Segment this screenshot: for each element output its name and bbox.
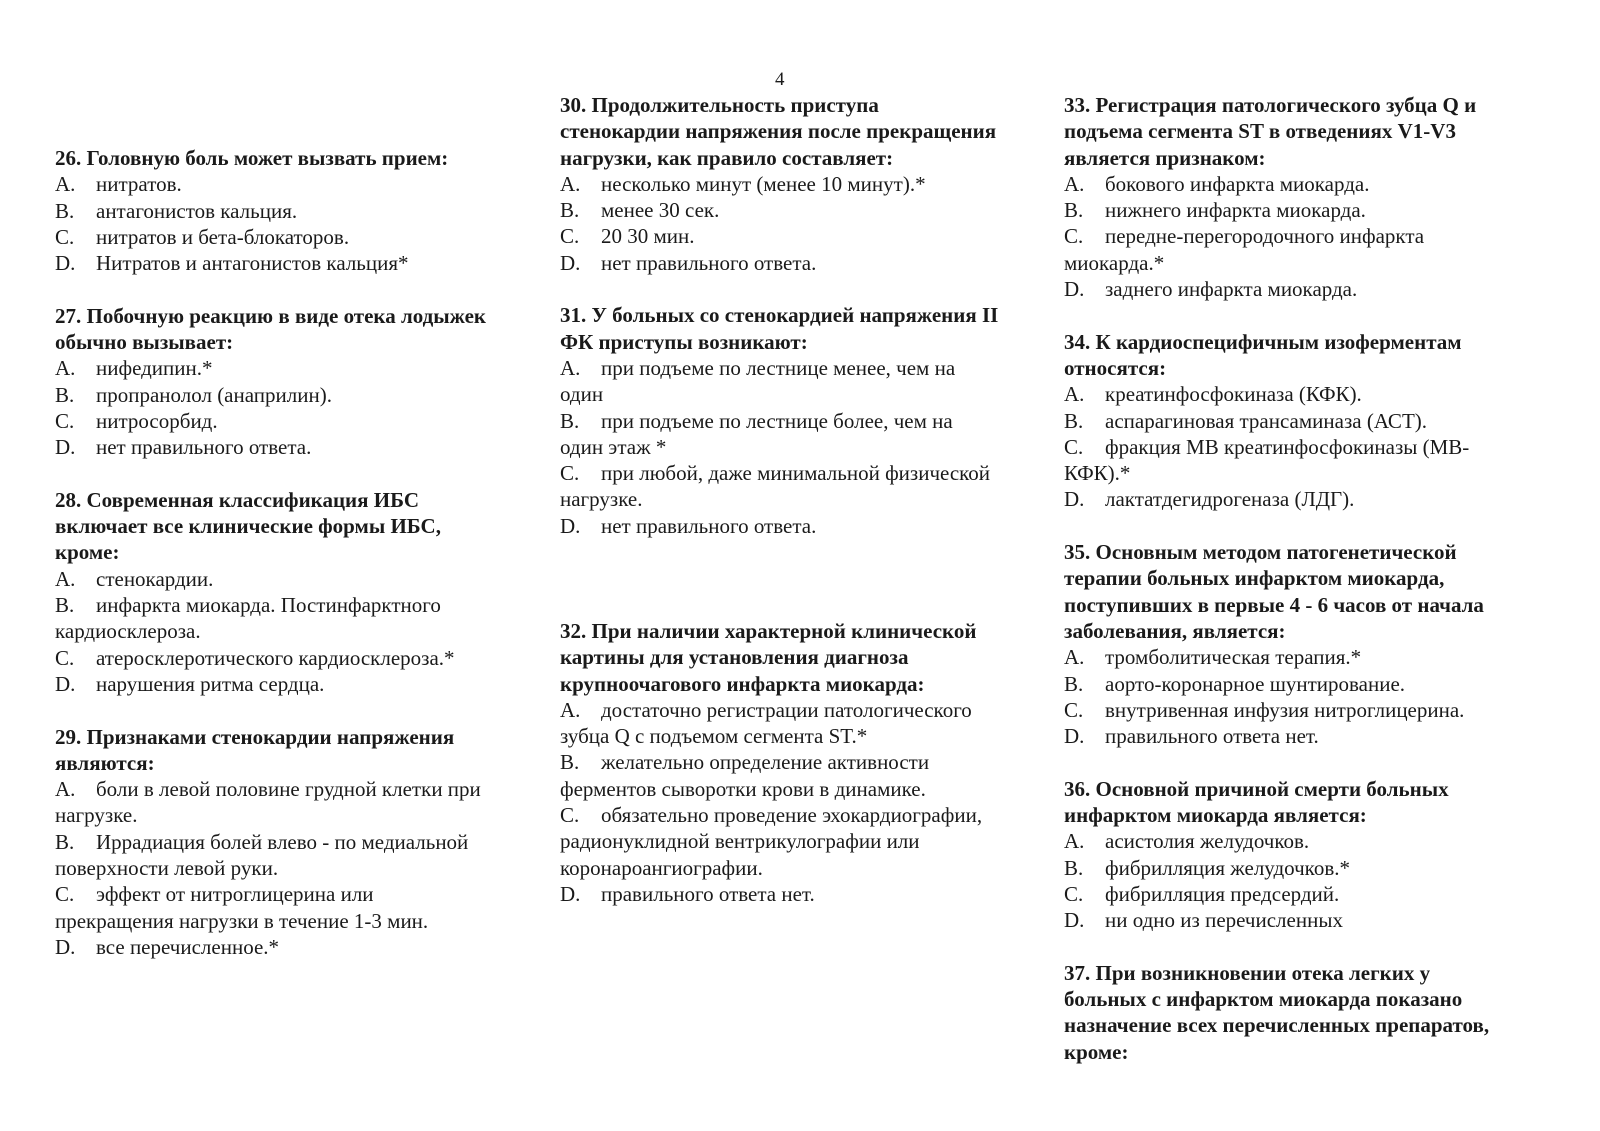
question-body: Основной причиной смерти больных инфарктом миокарда является: [1064,776,1449,828]
option-text: желательно определение активности ферментов сыворотки крови в динамике. [560,750,930,801]
option-letter: B. [560,198,580,223]
question-text [1064,92,1514,171]
answer-option [1064,434,1514,487]
question-number: 33. [1064,93,1091,117]
option-letter: A. [560,697,581,722]
option-letter: A. [55,172,76,197]
option-text: при подъеме по лестнице более, чем на один этаж * [560,408,953,459]
answer-option [55,671,495,697]
option-letter: B. [1064,198,1084,223]
option-letter: D. [55,435,76,460]
option-letter: C. [1064,224,1084,249]
option-text: аспарагиновая трансаминаза (АСТ). [1105,408,1428,433]
answer-option [55,881,495,934]
option-letter: B. [560,750,580,775]
question-block [560,92,1000,276]
answer-option [560,749,1000,802]
question-number: 27. [55,303,82,328]
option-letter: C. [560,803,580,828]
question-block [560,618,1000,907]
option-letter: D. [55,934,76,959]
option-text: инфаркта миокарда. Постинфарктного кардиосклероза. [55,593,441,644]
option-letter: B. [1064,855,1084,880]
answer-option [1064,486,1514,512]
answer-option [560,197,1000,223]
answer-option [560,881,1000,907]
option-letter: D. [560,513,581,538]
option-text: менее 30 сек. [601,198,720,223]
option-text: заднего инфаркта миокарда. [1105,277,1358,302]
question-number: 26. [55,146,82,170]
option-text: нет правильного ответа. [96,435,312,460]
answer-option [1064,276,1514,302]
answer-option [1064,855,1514,881]
option-letter: B. [55,382,75,407]
answer-option [55,408,495,434]
option-text: достаточно регистрации патологического зубца Q с подъемом сегмента ST.* [560,697,972,749]
option-letter: B. [55,198,75,223]
option-letter: B. [55,829,75,854]
question-body: Побочную реакцию в виде отека лодыжек обычно вызывает: [55,303,487,355]
question-text [1064,539,1514,644]
answer-option [55,829,495,882]
question-block [1064,539,1514,749]
question-text [560,92,1000,171]
option-text: атеросклеротического кардиосклероза.* [96,645,455,670]
option-letter: A. [1064,829,1085,854]
answer-option [560,513,1000,539]
answer-option [560,171,1000,197]
answer-option [560,802,1000,881]
question-block [1064,92,1514,302]
question-block [560,302,1000,539]
option-text: нижнего инфаркта миокарда. [1105,198,1366,223]
option-text: передне-перегородочного инфаркта миокарда.* [1064,224,1425,275]
answer-option [560,460,1000,513]
option-letter: B. [55,593,75,618]
question-text [55,145,495,171]
option-letter: A. [1064,171,1085,196]
question-block [55,303,495,461]
column-2 [560,92,1000,934]
option-text: креатинфосфокиназа (КФК). [1105,382,1362,407]
option-text: пропранолол (анаприлин). [96,382,332,407]
option-text: нитратов и бета-блокаторов. [96,224,350,249]
option-text: фибрилляция желудочков.* [1105,855,1350,880]
question-block [1064,329,1514,513]
option-letter: C. [55,882,75,907]
answer-option [560,250,1000,276]
answer-option [55,776,495,829]
question-body: Головную боль может вызвать прием: [81,146,449,170]
option-letter: A. [55,566,76,591]
answer-option [1064,697,1514,723]
option-letter: D. [560,881,581,906]
option-letter: C. [560,224,580,249]
option-text: нифедипин.* [96,356,213,381]
option-text: фракция MB креатинфосфокиназы (МВ-КФК).* [1064,434,1470,486]
spacer [560,565,1000,618]
question-number: 29. [55,724,82,749]
option-text: внутривенная инфузия нитроглицерина. [1105,697,1465,722]
question-text [55,303,495,356]
option-text: Иррадиация болей влево - по медиальной поверхности левой руки. [55,829,469,881]
question-number: 28. [55,487,82,512]
option-text: тромболитическая терапия.* [1105,645,1362,670]
option-text: ни одно из перечисленных [1105,908,1343,933]
option-text: аорто-коронарное шунтирование. [1105,671,1406,696]
option-text: стенокардии. [96,566,214,591]
question-text [55,487,495,566]
answer-option [55,592,495,645]
option-letter: C. [55,224,75,249]
option-text: нитратов. [96,172,182,197]
question-block [55,145,495,276]
option-text: лактатдегидрогеназа (ЛДГ). [1105,487,1355,512]
question-body: При наличии характерной клинической картины для установления диагноза крупноочагового инфаркта миокарда: [560,618,977,696]
option-letter: D. [1064,908,1085,933]
question-text [1064,776,1514,829]
option-text: при любой, даже минимальной физической нагрузке. [560,461,991,512]
page-number: 4 [775,69,785,90]
option-letter: B. [1064,408,1084,433]
option-letter: A. [560,355,581,380]
question-block [55,724,495,961]
answer-option [1064,408,1514,434]
answer-option [1064,671,1514,697]
question-body: При возникновении отека легких у больных с инфарктом миокарда показано назначение всех перечисленных препаратов, кроме: [1064,960,1490,1064]
answer-option [560,697,1000,750]
question-text [55,724,495,777]
question-body: Регистрация патологического зубца Q и подъема сегмента ST в отведениях V1-V3 является признаком: [1064,93,1477,170]
question-text [1064,960,1514,1065]
option-letter: D. [560,250,581,275]
option-text: Нитратов и антагонистов кальция* [96,251,409,276]
answer-option [1064,828,1514,854]
question-text [560,302,1000,355]
option-letter: A. [1064,382,1085,407]
answer-option [55,566,495,592]
option-letter: D. [1064,724,1085,749]
question-body: Основным методом патогенетической терапии больных инфарктом миокарда, поступивших в первые 4 - 6 часов от начала заболевания, является: [1064,540,1484,643]
answer-option [1064,223,1514,276]
option-text: все перечисленное.* [96,934,280,959]
question-number: 30. [560,93,587,117]
answer-option [55,934,495,960]
option-letter: D. [1064,277,1085,302]
answer-option [1064,644,1514,670]
option-letter: A. [560,171,581,196]
question-body: Современная классификация ИБС включает все клинические формы ИБС, кроме: [55,487,441,565]
question-body: Продолжительность приступа стенокардии напряжения после прекращения нагрузки, как правило составляет: [560,93,997,170]
option-text: нитросорбид. [96,408,218,433]
answer-option [1064,381,1514,407]
question-number: 32. [560,618,587,643]
answer-option [1064,723,1514,749]
answer-option [55,224,495,250]
answer-option [560,223,1000,249]
question-number: 35. [1064,540,1091,565]
answer-option [55,382,495,408]
option-text: бокового инфаркта миокарда. [1105,171,1370,196]
option-letter: C. [55,645,75,670]
answer-option [1064,881,1514,907]
question-block [1064,776,1514,934]
answer-option [55,355,495,381]
answer-option [1064,171,1514,197]
answer-option [55,645,495,671]
question-text [560,618,1000,697]
option-letter: A. [55,777,76,802]
option-letter: C. [1064,881,1084,906]
question-number: 37. [1064,960,1091,985]
option-letter: C. [55,408,75,433]
column-3 [1064,92,1514,1091]
option-text: нет правильного ответа. [601,250,817,275]
option-letter: D. [1064,487,1085,512]
question-text [1064,329,1514,382]
question-number: 31. [560,303,587,328]
option-text: правильного ответа нет. [601,881,815,906]
option-text: фибрилляция предсердий. [1105,881,1340,906]
question-body: Признаками стенокардии напряжения являются: [55,724,455,775]
answer-option [1064,197,1514,223]
option-text: 20 30 мин. [601,224,695,249]
option-letter: D. [55,251,76,276]
option-text: обязательно проведение эхокардиографии, радионуклидной вентрикулографии или коронароангиографии. [560,803,983,880]
option-letter: C. [1064,434,1084,459]
answer-option [560,408,1000,461]
answer-option [560,355,1000,408]
answer-option [1064,907,1514,933]
option-text: при подъеме по лестнице менее, чем на один [560,355,956,407]
option-letter: C. [1064,697,1084,722]
question-block [1064,960,1514,1065]
answer-option [55,250,495,276]
option-text: несколько минут (менее 10 минут).* [601,171,926,196]
question-body: К кардиоспецифичным изоферментам относятся: [1064,329,1462,380]
column-1 [55,145,495,987]
option-text: нарушения ритма сердца. [96,671,325,696]
question-block [55,487,495,697]
option-text: правильного ответа нет. [1105,724,1319,749]
option-text: боли в левой половине грудной клетки при нагрузке. [55,777,481,828]
question-body: У больных со стенокардией напряжения II ФК приступы возникают: [560,303,999,354]
question-number: 34. [1064,329,1091,354]
option-letter: C. [560,461,580,486]
question-number: 36. [1064,776,1091,801]
answer-option [55,434,495,460]
option-text: нет правильного ответа. [601,513,817,538]
option-text: эффект от нитроглицерина или прекращения нагрузки в течение 1-3 мин. [55,882,429,933]
option-letter: D. [55,671,76,696]
option-text: антагонистов кальция. [96,198,298,223]
option-letter: A. [1064,645,1085,670]
answer-option [55,198,495,224]
option-text: асистолия желудочков. [1105,829,1310,854]
option-letter: B. [560,408,580,433]
option-letter: B. [1064,671,1084,696]
answer-option [55,171,495,197]
option-letter: A. [55,356,76,381]
